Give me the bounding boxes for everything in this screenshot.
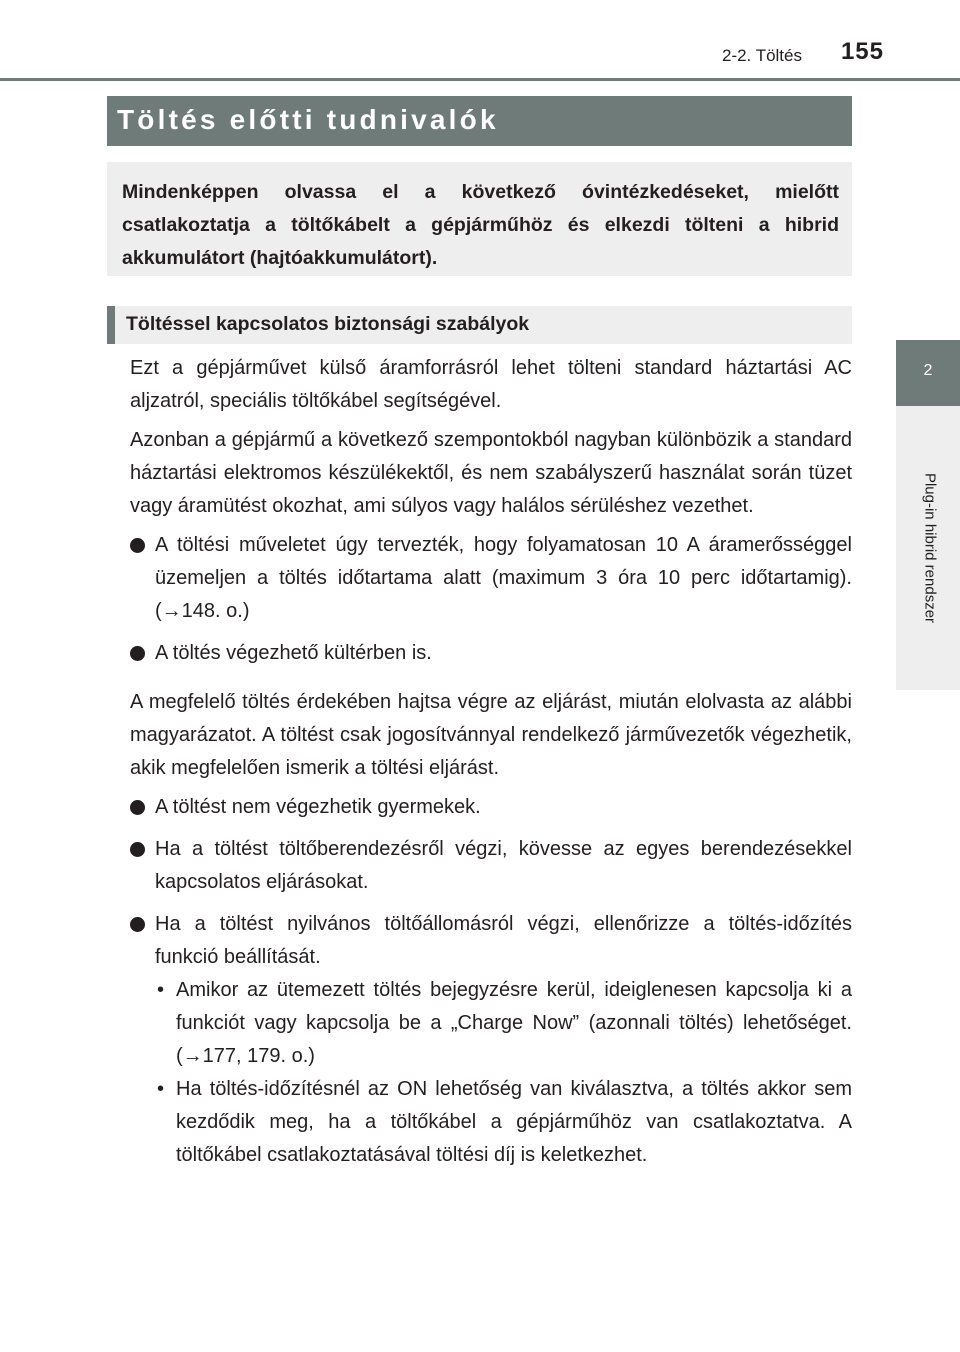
chapter-tab [896, 340, 960, 406]
bullet-dot-icon [130, 646, 145, 661]
sub-list-item [130, 974, 852, 1073]
list-item-text: Ha a töltést töltőberendezésről végzi, kövesse az egyes berendezésekkel kapcsolatos eljárásokat. [155, 838, 852, 893]
page-number: 155 [840, 38, 884, 65]
list-item [130, 637, 852, 670]
list-item-text: A töltést nem végezhetik gyermekek. [155, 796, 481, 818]
list-item-text: Ha a töltést nyilvános töltőállomásról végzi, ellenőrizze a töltés-időzítés funkció beállítását. [155, 913, 852, 968]
sub-list-item-text: Amikor az ütemezett töltés bejegyzésre kerül, ideiglenesen kapcsolja ki a funkciót vagy kapcsolja be a „Charge Now” (azonnali töltés) lehetőséget. (→177, 179. o.) [176, 979, 852, 1067]
header-rule [0, 78, 960, 81]
subheading-accent [107, 306, 115, 344]
bullet-dot-icon [130, 538, 145, 553]
list-item-text: A töltési műveletet úgy tervezték, hogy folyamatosan 10 A áramerősséggel üzemeljen a töltés időtartama alatt (maximum 3 óra 10 perc időtartamig). (→148. o.) [155, 534, 852, 622]
chapter-number: 2 [923, 362, 933, 379]
list-item [130, 833, 852, 899]
list-item [130, 791, 852, 824]
list-item [130, 908, 852, 974]
intro-box [107, 162, 852, 276]
subheading-bar [107, 306, 852, 344]
paragraph: Ezt a gépjárművet külső áramforrásról lehet tölteni standard háztartási AC aljzatról, speciális töltőkábel segítségével. [130, 357, 852, 412]
bullet-dot-icon [130, 917, 145, 932]
body-content [130, 352, 852, 1172]
intro-text: Mindenképpen olvassa el a következő óvintézkedéseket, mielőtt csatlakoztatja a töltőkábelt a gépjárműhöz és elkezdi tölteni a hibrid akkumulátort (hajtóakkumulátort). [122, 181, 839, 269]
subheading: Töltéssel kapcsolatos biztonsági szabályok [126, 313, 530, 335]
sub-list-item-text: Ha töltés-időzítésnél az ON lehetőség van kiválasztva, a töltés akkor sem kezdődik meg, ha a töltőkábel a gépjárműhöz van csatlakoztatva. A töltőkábel csatlakoztatásával töltési díj is keletkezhet. [176, 1078, 852, 1166]
page-title: Töltés előtti tudnivalók [117, 104, 499, 135]
bullet-dot-icon [130, 800, 145, 815]
paragraph: A megfelelő töltés érdekében hajtsa végre az eljárást, miután elolvasta az alábbi magyarázatot. A töltést csak jogosítvánnyal rendelkező járművezetők végezhetik, akik megfelelően ismerik a töltési eljárást. [130, 691, 852, 779]
paragraph: Azonban a gépjármű a következő szempontokból nagyban különbözik a standard háztartási elektromos készülékektől, és nem szabályszerű használat során tüzet vagy áramütést okozhat, ami súlyos vagy halálos sérüléshez vezethet. [130, 429, 852, 517]
running-header-section: 2-2. Töltés [721, 46, 802, 65]
title-bar [107, 96, 852, 146]
chapter-label: Plug-in hibrid rendszer [921, 472, 939, 624]
list-item [130, 529, 852, 628]
list-item-text: A töltés végezhető kültérben is. [155, 642, 432, 664]
bullet-dot-icon [130, 842, 145, 857]
sub-list-item [130, 1073, 852, 1172]
sub-bullet-marker: • [157, 979, 165, 1001]
sub-bullet-marker: • [157, 1078, 165, 1100]
